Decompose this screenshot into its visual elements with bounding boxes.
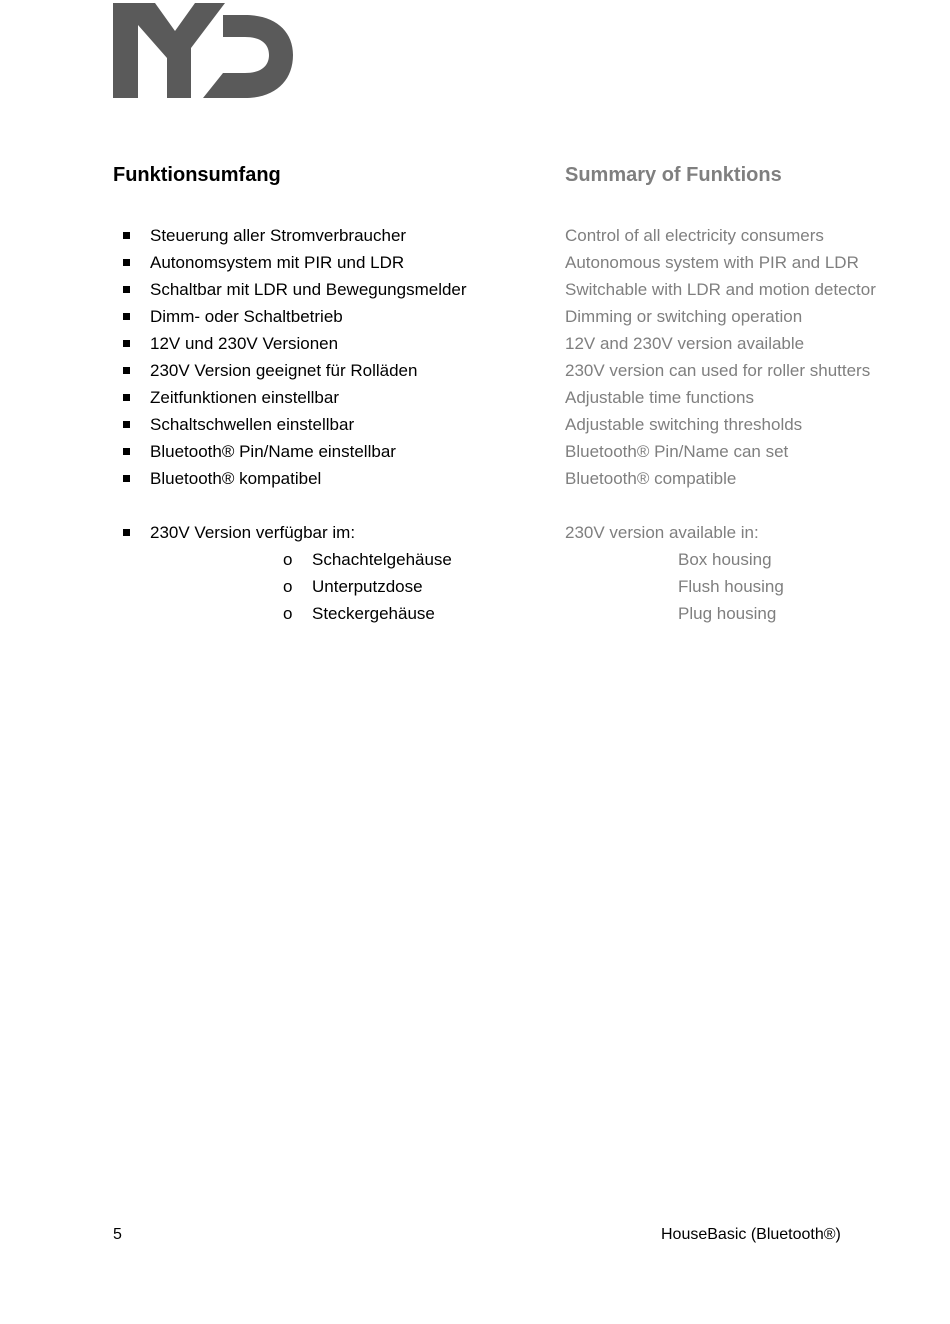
list-item: Adjustable time functions bbox=[565, 388, 754, 407]
list-item: Bluetooth® Pin/Name can set bbox=[565, 442, 789, 461]
list-item: Schaltschwellen einstellbar bbox=[113, 411, 467, 438]
md-logo bbox=[113, 3, 293, 98]
list-item: 230V version can used for roller shutters bbox=[565, 361, 871, 380]
list-item: Bluetooth® kompatibel bbox=[113, 465, 467, 492]
square-bullet-icon bbox=[123, 394, 130, 401]
feature-list-german bbox=[113, 222, 467, 627]
list-spacer bbox=[565, 492, 876, 519]
list-item: Schaltbar mit LDR und Bewegungsmelder bbox=[113, 276, 467, 303]
md-logo-icon bbox=[113, 3, 293, 98]
list-item: Dimm- oder Schaltbetrieb bbox=[113, 303, 467, 330]
sub-list-item: o Steckergehäuse bbox=[113, 600, 467, 627]
sub-list-item: Plug housing bbox=[678, 604, 777, 623]
square-bullet-icon bbox=[123, 232, 130, 239]
list-item: Control of all electricity consumers bbox=[565, 226, 824, 245]
availability-label-english: 230V version available in: bbox=[565, 523, 759, 542]
square-bullet-icon bbox=[123, 286, 130, 293]
availability-label-german: 230V Version verfügbar im: bbox=[113, 519, 467, 546]
sub-list-item: Flush housing bbox=[678, 577, 784, 596]
square-bullet-icon bbox=[123, 259, 130, 266]
list-item: Dimming or switching operation bbox=[565, 307, 803, 326]
square-bullet-icon bbox=[123, 448, 130, 455]
list-item: Steuerung aller Stromverbraucher bbox=[113, 222, 467, 249]
circle-bullet-icon: o bbox=[283, 577, 293, 596]
sub-list-item: Box housing bbox=[678, 550, 772, 569]
list-item: 12V and 230V version available bbox=[565, 334, 805, 353]
heading-english: Summary of Funktions bbox=[565, 164, 782, 186]
list-item: 12V und 230V Versionen bbox=[113, 330, 467, 357]
list-spacer bbox=[113, 492, 467, 519]
list-item: Bluetooth® compatible bbox=[565, 469, 737, 488]
list-item: Autonomsystem mit PIR und LDR bbox=[113, 249, 467, 276]
sub-list-item: o Unterputzdose bbox=[113, 573, 467, 600]
list-item: Autonomous system with PIR and LDR bbox=[565, 253, 859, 272]
circle-bullet-icon: o bbox=[283, 550, 293, 569]
square-bullet-icon bbox=[123, 340, 130, 347]
list-item: 230V Version geeignet für Rolläden bbox=[113, 357, 467, 384]
list-item: Bluetooth® Pin/Name einstellbar bbox=[113, 438, 467, 465]
square-bullet-icon bbox=[123, 475, 130, 482]
list-item: Zeitfunktionen einstellbar bbox=[113, 384, 467, 411]
page-number: 5 bbox=[113, 1226, 122, 1243]
square-bullet-icon bbox=[123, 313, 130, 320]
feature-list-english bbox=[565, 222, 876, 627]
sub-list-item: o Schachtelgehäuse bbox=[113, 546, 467, 573]
square-bullet-icon bbox=[123, 529, 130, 536]
circle-bullet-icon: o bbox=[283, 604, 293, 623]
heading-german: Funktionsumfang bbox=[113, 164, 281, 186]
square-bullet-icon bbox=[123, 421, 130, 428]
list-item: Switchable with LDR and motion detector bbox=[565, 280, 876, 299]
list-item: Adjustable switching thresholds bbox=[565, 415, 803, 434]
product-name: HouseBasic (Bluetooth®) bbox=[661, 1226, 841, 1243]
square-bullet-icon bbox=[123, 367, 130, 374]
